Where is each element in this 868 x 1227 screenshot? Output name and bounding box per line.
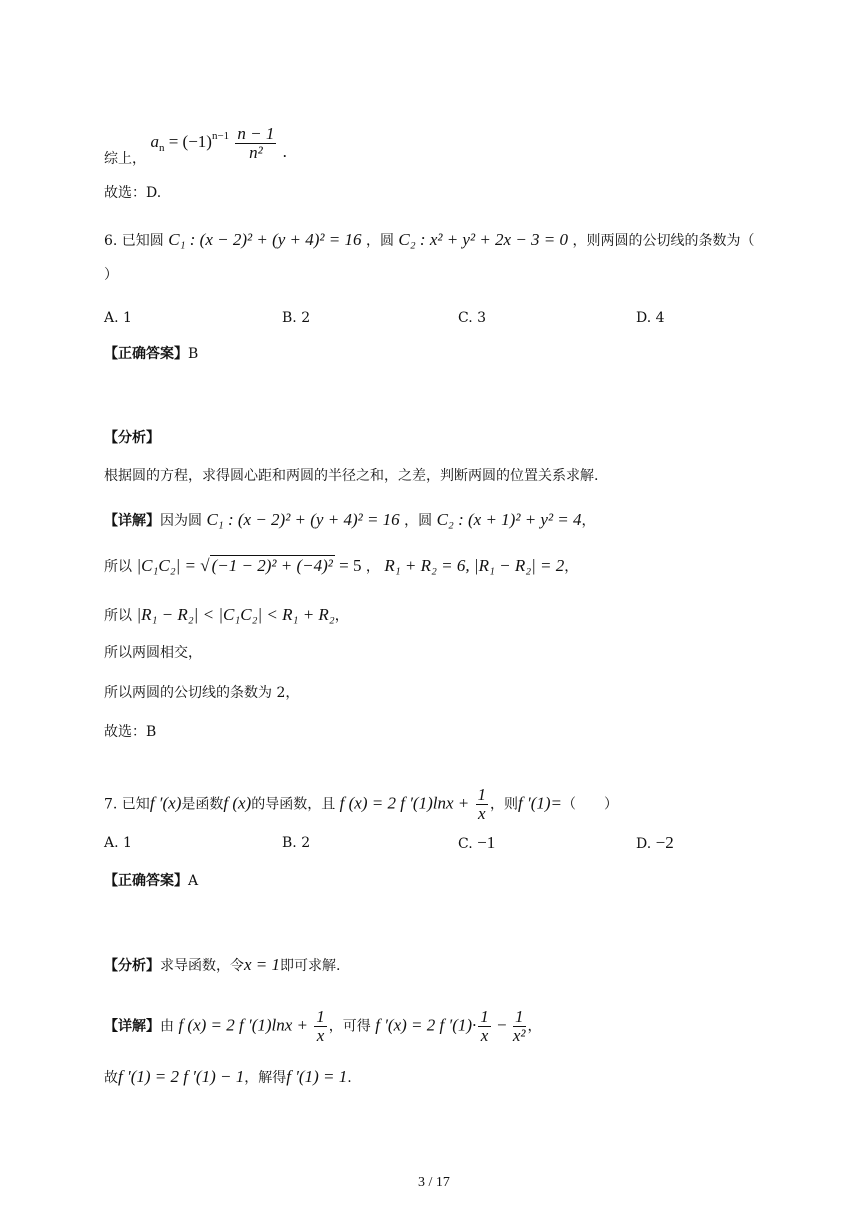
q7-analysis — [104, 955, 340, 976]
q6-detail-line-6: 故选：B — [104, 724, 157, 740]
q7-final-eq1: f ′(1) = 2 f ′(1) − 1 — [118, 1067, 245, 1086]
q7-detail-frac1 — [314, 1008, 327, 1045]
summary-exp: n−1 — [211, 130, 230, 143]
q7-paren: （ ） — [562, 796, 618, 813]
q6-detail-3end: ， — [334, 608, 349, 624]
q6-detail-1end: ， — [581, 513, 596, 529]
summary-label: 综上， — [104, 151, 146, 168]
q6-mid: ，圆 — [365, 233, 394, 249]
q7-detail-end: ， — [527, 1018, 542, 1035]
q7-frac-den: x — [477, 804, 486, 823]
summary-sub: n — [158, 142, 165, 155]
q7-fraction — [476, 786, 489, 823]
q7-mid3: ，则 — [490, 796, 518, 813]
q6-option-d: D. 4 — [636, 310, 665, 326]
q7-analysis-f: x = 1 — [244, 955, 281, 974]
question-6 — [104, 230, 755, 251]
q6-option-b: B. 2 — [282, 310, 311, 326]
q6-option-a: A. 1 — [104, 310, 132, 326]
q7-answer-value: A — [188, 873, 199, 889]
q6-answer-value: B — [188, 346, 199, 362]
q7-ask: f ′(1)= — [518, 793, 562, 813]
q7-detail-eq1: f (x) = 2 f ′(1)lnx + — [178, 1015, 313, 1035]
q6-option-c: C. 3 — [458, 310, 487, 326]
q7-detail-b: ，可得 — [328, 1018, 371, 1035]
q6-detail-line-1 — [104, 510, 596, 531]
q7-option-d-value: −2 — [655, 833, 674, 852]
q6-detail-label: 【详解】 — [104, 513, 160, 529]
q7-detail-frac2 — [478, 1008, 491, 1045]
q7-mid2: 的导函数，且 — [251, 796, 336, 813]
q7-detail-frac1-den: x — [316, 1026, 325, 1045]
summary-fraction — [235, 125, 276, 162]
q7-detail-frac2-num: 1 — [480, 1007, 489, 1026]
q7-detail-eq2: f ′(x) = 2 f ′(1)· — [375, 1015, 477, 1035]
q7-final-b: ，解得 — [244, 1070, 287, 1086]
q6-detail-2a: 所以 — [104, 559, 132, 575]
q6-detail-1b: ，圆 — [404, 513, 433, 529]
q7-detail-line-1 — [104, 1008, 542, 1045]
q6-detail-3a: 所以 — [104, 608, 132, 624]
summary-eq: = (−1) — [164, 132, 212, 152]
summary-frac-den: n² — [249, 143, 263, 162]
q7-detail-a: 由 — [160, 1018, 174, 1035]
choice-5: 故选：D. — [104, 185, 162, 201]
q6-prefix: 6. 已知圆 — [104, 233, 164, 249]
q7-final-end: . — [347, 1070, 352, 1086]
q7-answer — [104, 871, 198, 891]
q7-analysis-b: 即可求解. — [280, 958, 341, 974]
q7-final-eq2: f ′(1) = 1 — [286, 1067, 348, 1086]
question-7 — [104, 786, 618, 823]
q7-prefix: 7. 已知 — [104, 796, 150, 813]
q7-detail-frac1-num: 1 — [316, 1007, 325, 1026]
q6-answer-label: 【正确答案】 — [104, 346, 188, 362]
q7-analysis-a: 求导函数，令 — [160, 958, 244, 974]
q6-detail-line-3 — [104, 605, 349, 626]
q6-analysis-label: 【分析】 — [104, 430, 160, 446]
q6-detail-2f1: |C₁C₂| = — [136, 556, 201, 575]
summary-line — [104, 124, 287, 168]
q6-analysis-text: 根据圆的方程，求得圆心距和两圆的半径之和，之差，判断两圆的位置关系求解. — [104, 468, 599, 484]
q7-option-a: A. 1 — [104, 835, 132, 851]
q6-detail-c2: C₂ : (x + 1)² + y² = 4 — [436, 510, 582, 529]
summary-lhs: a — [150, 132, 159, 152]
q7-option-b: B. 2 — [282, 835, 311, 851]
sqrt-sign: √ — [200, 556, 210, 575]
q7-detail-frac3 — [513, 1008, 526, 1045]
q6-detail-1a: 因为圆 — [160, 513, 202, 529]
summary-formula — [150, 124, 287, 162]
q6-detail-2f3: R₁ + R₂ = 6, |R₁ − R₂| = 2 — [384, 556, 565, 575]
page-number: 3 / 17 — [418, 1175, 450, 1190]
q7-detail-frac2-den: x — [480, 1026, 489, 1045]
q7-analysis-label: 【分析】 — [104, 958, 160, 974]
q7-option-d — [636, 833, 674, 854]
summary-frac-num: n − 1 — [237, 124, 275, 143]
q7-option-c-label: C. — [458, 836, 473, 852]
q6-close-paren: ） — [104, 267, 118, 283]
q7-f: f (x) — [223, 793, 252, 813]
q6-detail-2sep: ， — [365, 559, 380, 575]
q6-answer — [104, 344, 198, 364]
q7-detail-frac3-den: x² — [512, 1026, 526, 1045]
q7-fprime: f ′(x) — [149, 793, 182, 813]
q7-equation: f (x) = 2 f ′(1)lnx + — [339, 793, 474, 813]
q7-detail-label: 【详解】 — [104, 1018, 160, 1035]
q6-c1-equation: C₁ : (x − 2)² + (y + 4)² = 16 — [168, 230, 362, 249]
q7-final-a: 故 — [104, 1070, 118, 1086]
q7-option-c — [458, 833, 495, 854]
q6-c2-equation: C₂ : x² + y² + 2x − 3 = 0 — [398, 230, 569, 249]
q7-mid1: 是函数 — [181, 796, 224, 813]
q6-detail-line-4: 所以两圆相交， — [104, 645, 202, 661]
q7-option-d-label: D. — [636, 836, 652, 852]
q7-final-line — [104, 1067, 352, 1088]
q6-detail-c1: C₁ : (x − 2)² + (y + 4)² = 16 — [206, 510, 400, 529]
q6-detail-2end: ， — [564, 559, 579, 575]
q7-answer-label: 【正确答案】 — [104, 873, 188, 889]
q6-detail-2sqrt: (−1 − 2)² + (−4)² — [211, 556, 333, 575]
q7-detail-minus: − — [492, 1015, 511, 1035]
q7-frac-num: 1 — [477, 785, 486, 804]
q6-detail-3f: |R₁ − R₂| < |C₁C₂| < R₁ + R₂ — [136, 605, 335, 624]
summary-period: . — [282, 142, 287, 162]
q6-detail-line-2 — [104, 555, 578, 577]
q7-detail-frac3-num: 1 — [513, 1008, 526, 1027]
q6-detail-2f2: = 5 — [334, 556, 362, 575]
q6-suffix: ，则两圆的公切线的条数为（ — [572, 233, 755, 249]
q6-detail-line-5: 所以两圆的公切线的条数为 2， — [104, 685, 300, 701]
q7-option-c-value: −1 — [477, 833, 496, 852]
